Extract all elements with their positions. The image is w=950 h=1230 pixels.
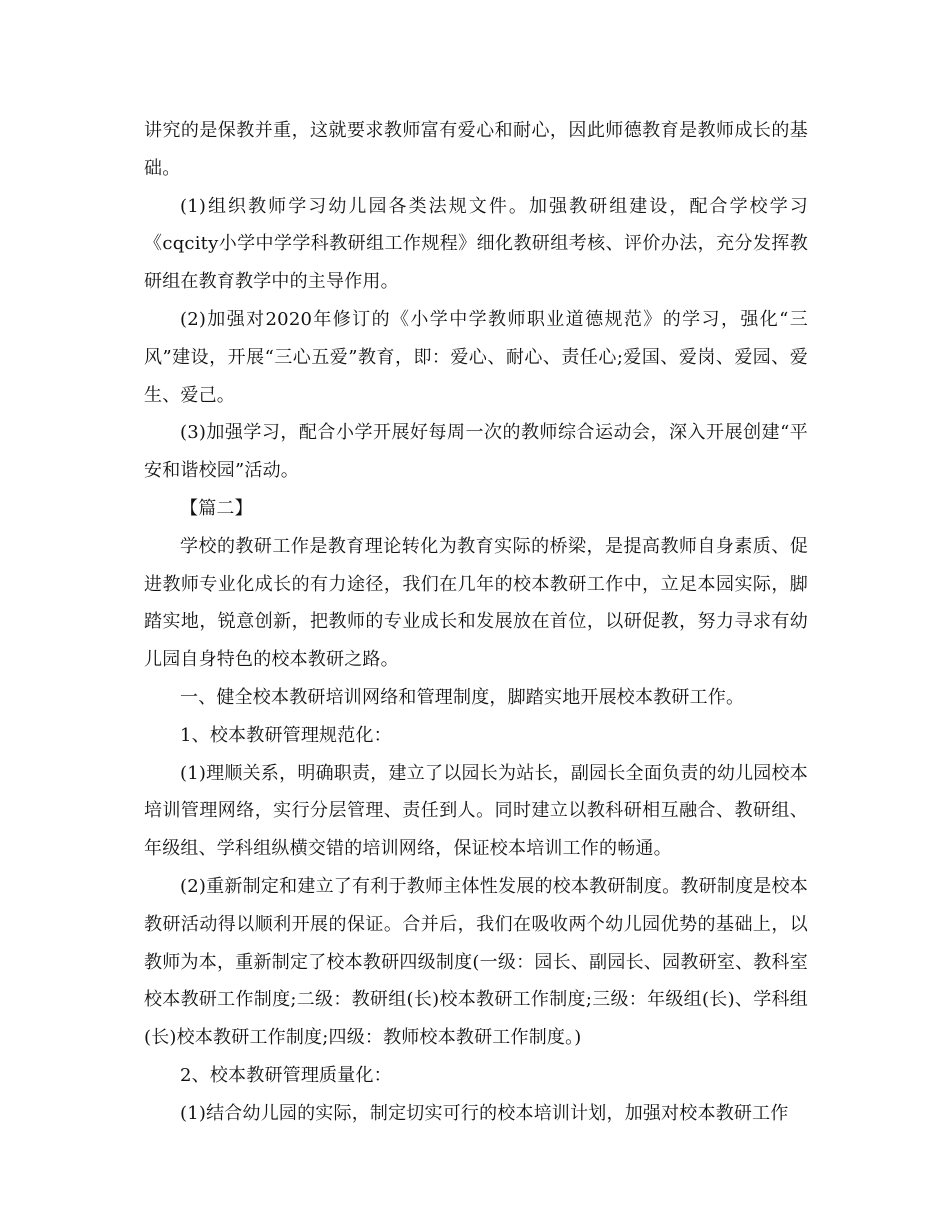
heading-level-1: 一、健全校本教研培训网络和管理制度，脚踏实地开展校本教研工作。 (180, 686, 745, 708)
paragraph-item-3: (3)加强学习，配合小学开展好每周一次的教师综合运动会，深入开展创建“平安和谐校园”活动。 (144, 422, 808, 482)
paragraph-intro: 学校的教研工作是教育理论转化为教育实际的桥梁，是提高教师自身素质、促进教师专业化成长的有力途径，我们在几年的校本教研工作中，立足本园实际，脚踏实地，锐意创新，把教师的专业成长和发展放在首位，以研促教，努力寻求有幼儿园自身特色的校本教研之路。 (144, 535, 808, 671)
paragraph-subitem-1: (1)理顺关系，明确职责，建立了以园长为站长，副园长全面负责的幼儿园校本培训管理网络，实行分层管理、责任到人。同时建立以教科研相互融合、教研组、年级组、学科组纵横交错的培训网络，保证校本培训工作的畅通。 (144, 762, 808, 860)
paragraph-continuation: 讲究的是保教并重，这就要求教师富有爱心和耐心，因此师德教育是教师成长的基础。 (144, 120, 808, 179)
section-heading: 【篇二】 (180, 497, 253, 519)
paragraph-subitem-3: (1)结合幼儿园的实际，制定切实可行的校本培训计划，加强对校本教研工作 (180, 1102, 789, 1124)
paragraph-item-2: (2)加强对2020年修订的《小学中学教师职业道德规范》的学习，强化“三风”建设，开展“三心五爱”教育，即：爱心、耐心、责任心;爱国、爱岗、爱园、爱生、爱己。 (144, 308, 808, 406)
paragraph-item-1: (1)组织教师学习幼儿园各类法规文件。加强教研组建设，配合学校学习《cqcity小学中学学科教研组工作规程》细化教研组考核、评价办法，充分发挥教研组在教育教学中的主导作用。 (144, 195, 808, 293)
document-body (144, 112, 808, 1133)
heading-level-2-second: 2、校本教研管理质量化： (180, 1064, 392, 1086)
paragraph-subitem-2: (2)重新制定和建立了有利于教师主体性发展的校本教研制度。教研制度是校本教研活动得以顺利开展的保证。合并后，我们在吸收两个幼儿园优势的基础上，以教师为本，重新制定了校本教研四级制度(一级：园长、副园长、园教研室、教科室校本教研工作制度;二级：教研组(长)校本教研工作制度;三级：年级组(长)、学科组(长)校本教研工作制度;四级：教师校本教研工作制度。) (144, 875, 808, 1049)
heading-level-2-first: 1、校本教研管理规范化： (180, 724, 392, 746)
